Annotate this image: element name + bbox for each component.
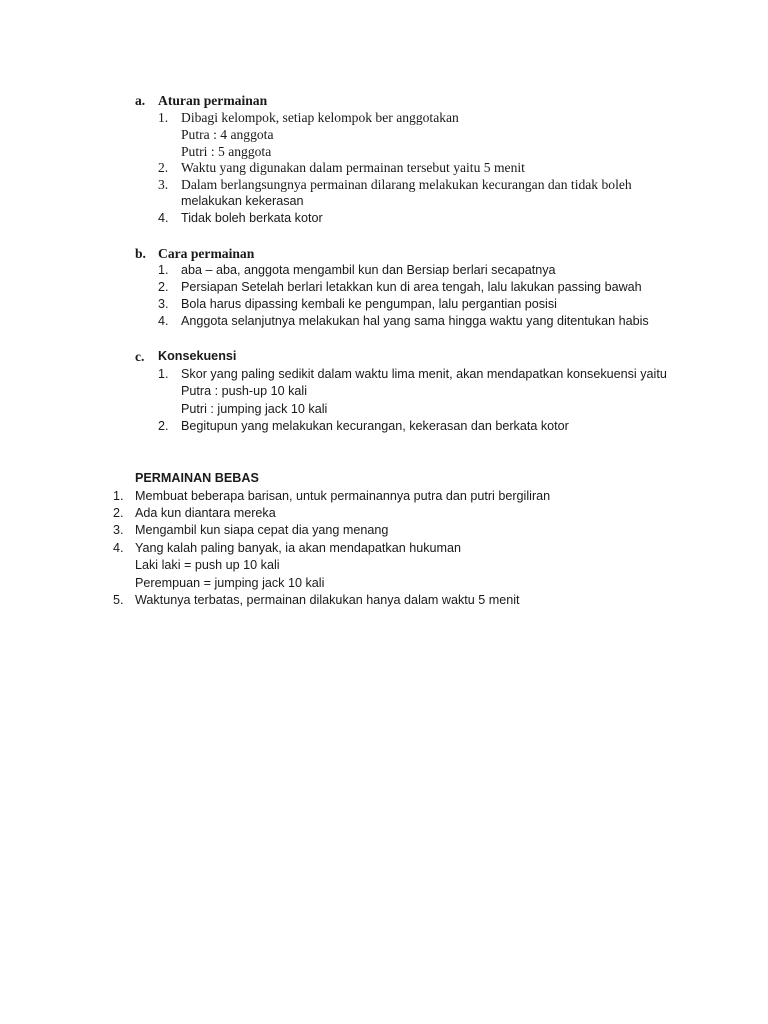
list-number: 1. <box>158 367 169 381</box>
list-item-text: Persiapan Setelah berlari letakkan kun di area tengah, lalu lakukan passing bawah <box>181 280 642 294</box>
list-item-text: Tidak boleh berkata kotor <box>181 211 323 225</box>
permainan-bebas-title: PERMAINAN BEBAS <box>135 471 259 485</box>
list-number: 5. <box>113 593 124 607</box>
list-number: 3. <box>158 297 169 311</box>
list-item-text: aba – aba, anggota mengambil kun dan Bersiap berlari secapatnya <box>181 263 556 277</box>
list-number: 2. <box>158 160 169 175</box>
list-number: 3. <box>158 177 169 192</box>
list-item-text: Anggota selanjutnya melakukan hal yang sama hingga waktu yang ditentukan habis <box>181 314 649 328</box>
list-number: 4. <box>113 541 124 555</box>
list-item-text: Putra : 4 anggota <box>181 127 274 142</box>
section-c-title: Konsekuensi <box>158 349 237 363</box>
list-number: 1. <box>158 110 169 125</box>
list-item-text: Perempuan = jumping jack 10 kali <box>135 576 325 590</box>
list-item-text: Waktunya terbatas, permainan dilakukan hanya dalam waktu 5 menit <box>135 593 520 607</box>
section-a-title: Aturan permainan <box>158 93 268 108</box>
list-item-text: Waktu yang digunakan dalam permainan tersebut yaitu 5 menit <box>181 160 525 175</box>
list-item-text: Ada kun diantara mereka <box>135 506 276 520</box>
list-item-text: Mengambil kun siapa cepat dia yang menang <box>135 523 389 537</box>
list-item-text: Membuat beberapa barisan, untuk permainannya putra dan putri bergiliran <box>135 489 551 503</box>
list-number: 1. <box>113 489 124 503</box>
section-c-marker: c. <box>135 349 145 364</box>
list-number: 2. <box>158 280 169 294</box>
list-item-text: Dalam berlangsungnya permainan dilarang melakukan kecurangan dan tidak boleh <box>181 177 632 192</box>
list-item-text: melakukan kekerasan <box>181 194 304 208</box>
list-item-text: Putra : push-up 10 kali <box>181 384 308 398</box>
list-item-text: Begitupun yang melakukan kecurangan, kekerasan dan berkata kotor <box>181 419 569 433</box>
list-item-text: Dibagi kelompok, setiap kelompok ber anggotakan <box>181 110 459 125</box>
list-item-text: Putri : 5 anggota <box>181 144 272 159</box>
section-b-marker: b. <box>135 246 146 261</box>
list-item-text: Skor yang paling sedikit dalam waktu lima menit, akan mendapatkan konsekuensi yaitu <box>181 367 667 381</box>
section-b-title: Cara permainan <box>158 246 255 261</box>
list-item-text: Putri : jumping jack 10 kali <box>181 402 328 416</box>
list-item-text: Laki laki = push up 10 kali <box>135 558 280 572</box>
list-number: 1. <box>158 263 169 277</box>
list-item-text: Bola harus dipassing kembali ke pengumpan, lalu pergantian posisi <box>181 297 557 311</box>
list-number: 2. <box>113 506 124 520</box>
list-item-text: Yang kalah paling banyak, ia akan mendapatkan hukuman <box>135 541 462 555</box>
list-number: 4. <box>158 314 169 328</box>
list-number: 2. <box>158 419 169 433</box>
list-number: 4. <box>158 211 169 225</box>
section-a-marker: a. <box>135 93 146 108</box>
list-number: 3. <box>113 523 124 537</box>
